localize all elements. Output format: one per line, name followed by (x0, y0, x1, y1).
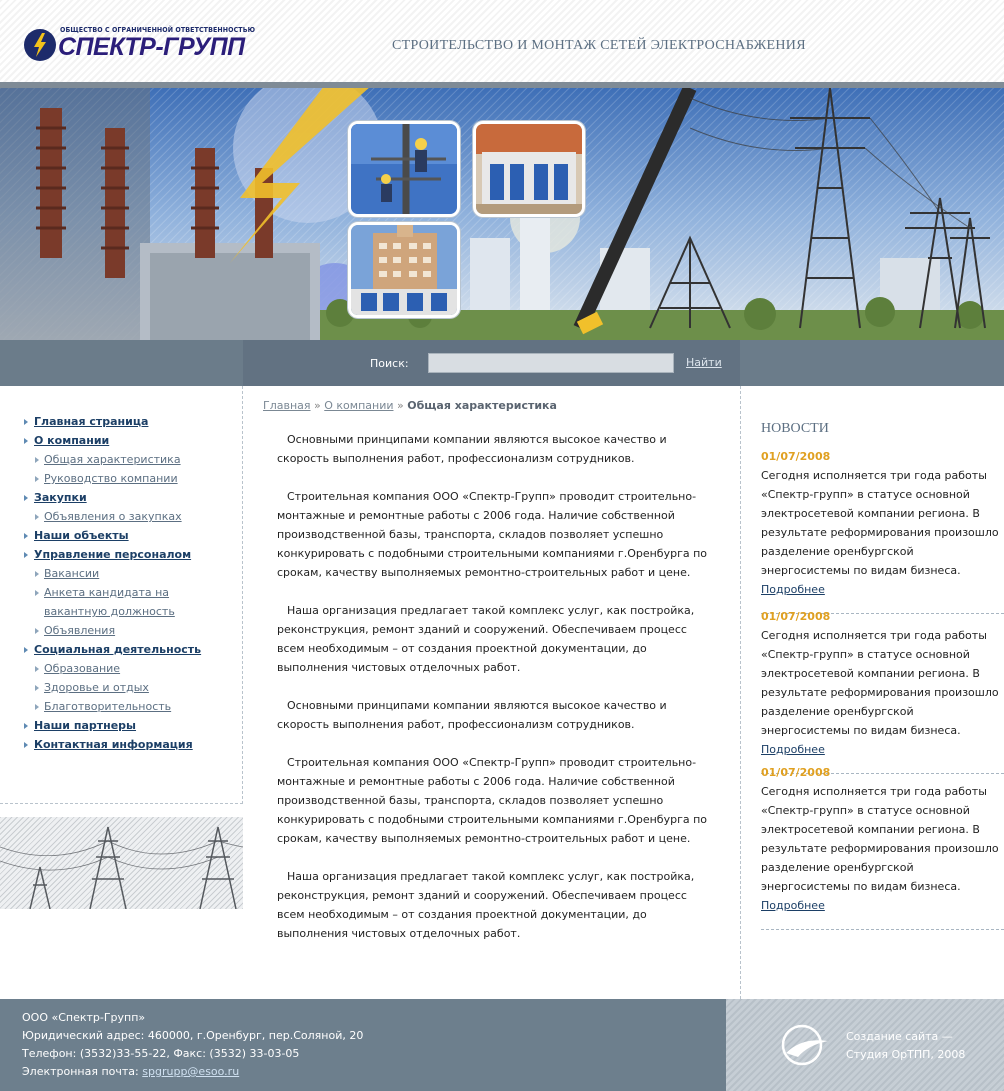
menu-item-home[interactable] (24, 412, 224, 431)
menu-item-overview[interactable] (24, 450, 224, 469)
news-body: Сегодня исполняется три года работы «Спектр-групп» в статусе основной электросетевой компании региона. В результате реформирования произошло разделение оренбургской энергосистемы по видам бизнеса. (761, 629, 999, 737)
search-button[interactable]: Найти (686, 356, 722, 369)
news-item (761, 607, 1004, 774)
menu-item-charity[interactable] (24, 697, 224, 716)
news-sidebar (741, 386, 1004, 999)
hero-banner (0, 88, 1004, 340)
menu-item-management[interactable] (24, 469, 224, 488)
photo-lineman-on-pole[interactable] (348, 121, 460, 217)
menu-link[interactable]: Закупки (34, 491, 87, 504)
breadcrumb-current: Общая характеристика (407, 399, 557, 412)
news-heading: НОВОСТИ (761, 421, 829, 436)
studio-logo-icon[interactable] (778, 1023, 830, 1067)
menu-link[interactable]: Управление персоналом (34, 548, 192, 561)
article-paragraph: Основными принципами компании являются высокое качество и скорость выполнения работ, профессионализм сотрудников. (277, 433, 667, 465)
menu-link[interactable]: Наши объекты (34, 529, 129, 542)
photo-building-substation[interactable] (348, 222, 460, 318)
studio-credit (726, 999, 1004, 1091)
menu-link[interactable]: Объявления (44, 624, 116, 637)
menu-link[interactable]: Социальная деятельность (34, 643, 202, 656)
breadcrumb-section[interactable]: О компании (324, 399, 394, 412)
article-paragraph: Основными принципами компании являются высокое качество и скорость выполнения работ, профессионализм сотрудников. (277, 699, 667, 731)
news-body: Сегодня исполняется три года работы «Спектр-групп» в статусе основной электросетевой компании региона. В результате реформирования произошло разделение оренбургской энергосистемы по видам бизнеса. (761, 785, 999, 893)
article-paragraph: Наша организация предлагает такой комплекс услуг, как постройка, реконструкция, ремонт зданий и сооружений. Обеспечиваем процесс всем необходимым – от создания проектной документации, до выполнения чистовых отделочных работ. (277, 870, 695, 940)
footer-email-label: Электронная почта: (22, 1065, 139, 1078)
menu-item-education[interactable] (24, 659, 224, 678)
menu-item-procurement-notices[interactable] (24, 507, 224, 526)
article-paragraph: Строительная компания ООО «Спектр-Групп» проводит строительно-монтажные и ремонтные работы с 2006 года. Наличие собственной производственной базы, транспорта, складов позволяет успешно конкурировать с подобными строительными компаниями г.Оренбурга по срокам, качеству выполняемых ремонтно-строительных работ и цене. (277, 756, 708, 845)
news-text (761, 782, 1004, 929)
site-tagline: СТРОИТЕЛЬСТВО И МОНТАЖ СЕТЕЙ ЭЛЕКТРОСНАБЖЕНИЯ (392, 38, 806, 53)
menu-link[interactable]: Благотворительность (44, 700, 172, 713)
logo-company-name: СПЕКТР-ГРУПП (58, 33, 245, 61)
news-more-link[interactable]: Подробнее (761, 583, 825, 596)
breadcrumb-separator: » (314, 399, 321, 412)
menu-item-social[interactable] (24, 640, 224, 659)
footer-email-row (22, 1063, 363, 1081)
photo-transformer-substation[interactable] (473, 121, 585, 217)
footer-email-link[interactable]: spgrupp@esoo.ru (142, 1065, 240, 1078)
breadcrumb-separator: » (397, 399, 404, 412)
menu-link[interactable]: Здоровье и отдых (44, 681, 149, 694)
left-sidebar (0, 386, 243, 804)
search-label: Поиск: (370, 357, 409, 370)
breadcrumb-home[interactable]: Главная (263, 399, 311, 412)
news-item (761, 763, 1004, 930)
menu-item-our-projects[interactable] (24, 526, 224, 545)
power-lines-image (0, 817, 243, 909)
menu-item-vacancies[interactable] (24, 564, 224, 583)
breadcrumb (263, 399, 557, 412)
news-date: 01/07/2008 (761, 450, 831, 463)
menu-link[interactable]: Вакансии (44, 567, 100, 580)
news-item (761, 447, 1004, 614)
menu-item-contacts[interactable] (24, 735, 224, 754)
menu-item-hr[interactable] (24, 545, 224, 564)
studio-line: Создание сайта — (846, 1030, 953, 1043)
article-body (277, 430, 717, 962)
studio-text (846, 1028, 965, 1064)
menu-link[interactable]: Руководство компании (44, 472, 178, 485)
news-text (761, 626, 1004, 773)
logo-legal-form: ОБЩЕСТВО С ОГРАНИЧЕННОЙ ОТВЕТСТВЕННОСТЬЮ (60, 26, 256, 34)
footer-phone: Телефон: (3532)33-55-22, Факс: (3532) 33-03-05 (22, 1047, 300, 1060)
menu-link[interactable]: Главная страница (34, 415, 149, 428)
menu-link[interactable]: Общая характеристика (44, 453, 181, 466)
company-logo[interactable] (24, 26, 256, 66)
news-body: Сегодня исполняется три года работы «Спектр-групп» в статусе основной электросетевой компании региона. В результате реформирования произошло разделение оренбургской энергосистемы по видам бизнеса. (761, 469, 999, 577)
menu-link[interactable]: Анкета кандидата на вакантную должность (44, 586, 175, 618)
footer-company: ООО «Спектр-Групп» (22, 1011, 146, 1024)
menu-item-health[interactable] (24, 678, 224, 697)
menu-link[interactable]: О компании (34, 434, 110, 447)
footer-contacts (22, 1009, 363, 1081)
menu-item-procurement[interactable] (24, 488, 224, 507)
menu-item-about[interactable] (24, 431, 224, 450)
site-footer (0, 999, 1004, 1091)
article-paragraph: Строительная компания ООО «Спектр-Групп» проводит строительно-монтажные и ремонтные работы с 2006 года. Наличие собственной производственной базы, транспорта, складов позволяет успешно конкурировать с подобными строительными компаниями г.Оренбурга по срокам, качеству выполняемых ремонтно-строительных работ и цене. (277, 490, 708, 579)
menu-link[interactable]: Контактная информация (34, 738, 193, 751)
menu-link[interactable]: Объявления о закупках (44, 510, 182, 523)
logo-lightning-icon (24, 29, 56, 61)
main-content (243, 386, 741, 999)
news-more-link[interactable]: Подробнее (761, 899, 825, 912)
main-menu (24, 412, 224, 754)
menu-item-candidate-form[interactable] (24, 583, 224, 621)
footer-address: Юридический адрес: 460000, г.Оренбург, пер.Соляной, 20 (22, 1029, 364, 1042)
menu-link[interactable]: Наши партнеры (34, 719, 137, 732)
menu-link[interactable]: Образование (44, 662, 121, 675)
news-date: 01/07/2008 (761, 766, 831, 779)
site-header (0, 0, 1004, 82)
news-text (761, 466, 1004, 613)
studio-line: Студия ОрТПП, 2008 (846, 1048, 966, 1061)
menu-item-announcements[interactable] (24, 621, 224, 640)
news-date: 01/07/2008 (761, 610, 831, 623)
menu-item-partners[interactable] (24, 716, 224, 735)
article-paragraph: Наша организация предлагает такой комплекс услуг, как постройка, реконструкция, ремонт зданий и сооружений. Обеспечиваем процесс всем необходимым – от создания проектной документации, до выполнения чистовых отделочных работ. (277, 604, 695, 674)
news-more-link[interactable]: Подробнее (761, 743, 825, 756)
search-input[interactable] (428, 353, 674, 373)
